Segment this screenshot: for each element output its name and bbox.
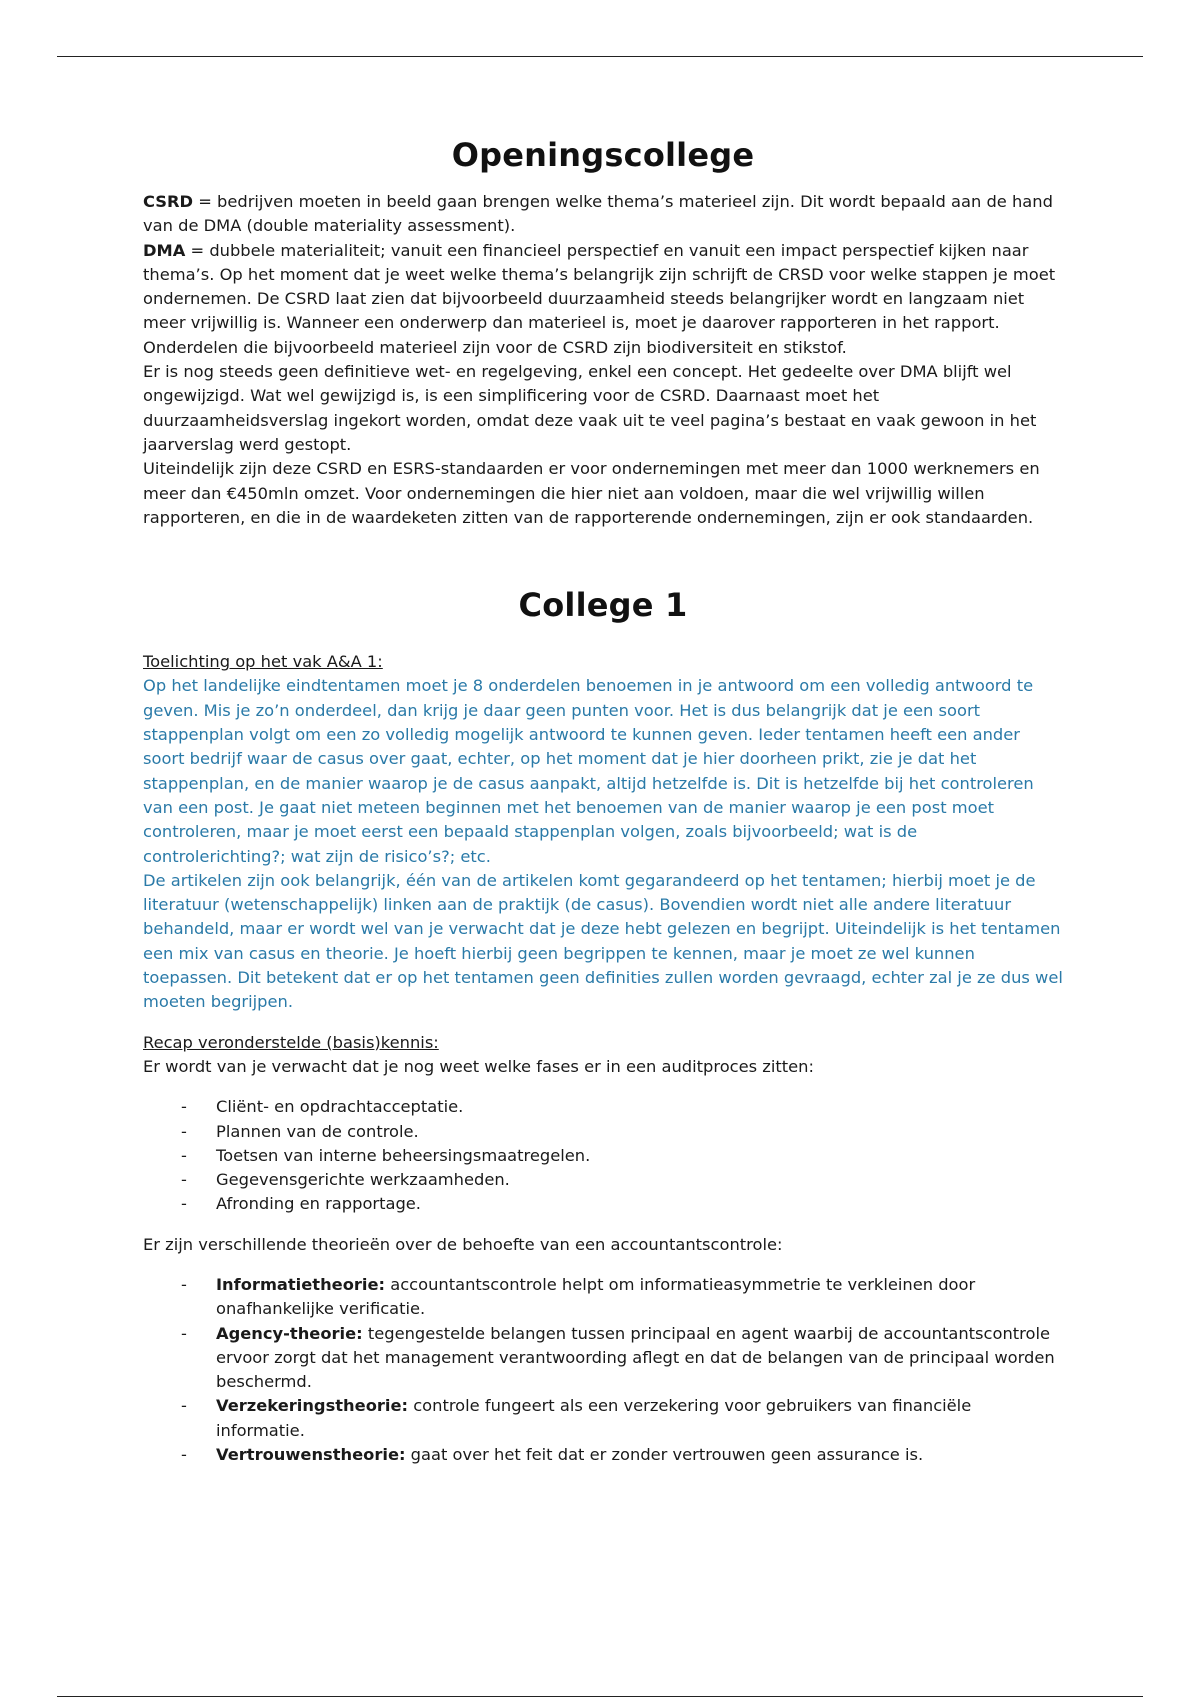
term-dma: DMA (143, 240, 186, 260)
csrd-definition: = bedrijven moeten in beeld gaan brengen welke thema’s materieel zijn. Dit wordt bepaald aan de hand van de DMA (double materiality assessment). (143, 192, 1053, 236)
paragraph-standaarden: Uiteindelijk zijn deze CSRD en ESRS-standaarden er voor ondernemingen met meer dan 1000 werknemers en meer dan €450mln omzet. Voor ondernemingen die hier niet aan voldoen, maar die wel vrijwillig willen rapporteren, en die in de waardeketen zitten van de rapporterende ondernemingen, zijn er ook standaarden. (143, 459, 1040, 527)
dash-marker: - (181, 1274, 187, 1294)
list-item: - Gegevensgerichte werkzaamheden. (143, 1168, 1063, 1192)
heading-college-1: College 1 (518, 586, 688, 625)
theory-term: Vertrouwenstheorie: (216, 1445, 406, 1465)
top-rule (57, 56, 1143, 57)
heading-openingscollege: Openingscollege (451, 136, 755, 174)
paragraph-dma (143, 239, 1063, 360)
dash-marker: - (181, 1323, 187, 1343)
dash-marker: - (181, 1097, 187, 1117)
subheading-toelichting: Toelichting op het vak A&A 1: (143, 652, 383, 672)
dash-marker: - (181, 1170, 187, 1190)
phases-list (143, 1095, 1063, 1216)
list-item: - Vertrouwenstheorie: gaat over het feit dat er zonder vertrouwen geen assurance is. (143, 1443, 1063, 1467)
bottom-rule (57, 1696, 1143, 1697)
dash-marker: - (181, 1396, 187, 1416)
list-item: - Cliënt- en opdrachtacceptatie. (143, 1095, 1063, 1119)
list-item: - Afronding en rapportage. (143, 1192, 1063, 1216)
subheading-recap: Recap veronderstelde (basis)kennis: (143, 1032, 439, 1052)
paragraph-csrd (143, 190, 1063, 239)
list-item: - Verzekeringstheorie: controle fungeert als een verzekering voor gebruikers van financiële informatie. (181, 1396, 972, 1440)
dash-marker: - (181, 1445, 187, 1465)
paragraph-theories-intro: Er zijn verschillende theorieën over de behoefte van een accountantscontrole: (143, 1234, 783, 1254)
dash-marker: - (181, 1194, 187, 1214)
list-item: - Agency-theorie: tegengestelde belangen tussen principaal en agent waarbij de accountantscontrole ervoor zorgt dat het management verantwoording aflegt en dat de belangen van de principaal worden beschermd. (181, 1323, 1055, 1392)
paragraph-recap-intro: Er wordt van je verwacht dat je nog weet welke fases er in een auditproces zitten: (143, 1056, 814, 1076)
paragraph-artikelen: De artikelen zijn ook belangrijk, één van de artikelen komt gegarandeerd op het tentamen; hierbij moet je de literatuur (wetenschappelijk) linken aan de praktijk (de casus). Bovendien wordt niet alle andere literatuur behandeld, maar er wordt wel van je verwacht dat je deze hebt gelezen en begrijpt. Uiteindelijk is het tentamen een mix van casus en theorie. Je hoeft hierbij geen begrippen te kennen, maar je moet ze wel kunnen toepassen. Dit betekent dat er op het tentamen geen definities zullen worden gevraagd, echter zal je ze dus wel moeten begrijpen. (143, 870, 1063, 1012)
paragraph-regelgeving: Er is nog steeds geen definitieve wet- en regelgeving, enkel een concept. Het gedeelte over DMA blijft wel ongewijzigd. Wat wel gewijzigd is, is een simplificering voor de CSRD. Daarnaast moet het duurzaamheidsverslag ingekort worden, omdat deze vaak uit te veel pagina’s bestaat en vaak gewoon in het jaarverslag werd gestopt. (143, 362, 1037, 454)
dash-marker: - (181, 1145, 187, 1165)
dma-definition: = dubbele materialiteit; vanuit een financieel perspectief en vanuit een impact perspectief kijken naar thema’s. Op het moment dat je weet welke thema’s belangrijk zijn schrijft de CRSD voor welke stappen je moet ondernemen. De CSRD laat zien dat bijvoorbeeld duurzaamheid steeds belangrijker wordt en langzaam niet meer vrijwillig is. Wanneer een onderwerp dan materieel is, moet je daarover rapporteren in het rapport. Onderdelen die bijvoorbeeld materieel zijn voor de CSRD zijn biodiversiteit en stikstof. (143, 240, 1056, 357)
theory-term: Informatietheorie: (216, 1274, 386, 1294)
list-item: - Plannen van de controle. (143, 1120, 1063, 1144)
term-csrd: CSRD (143, 192, 194, 211)
theories-list (143, 1273, 1063, 1467)
document-body (143, 136, 1063, 1483)
dash-marker: - (181, 1121, 187, 1141)
list-item: - Toetsen van interne beheersingsmaatregelen. (143, 1144, 1063, 1168)
paragraph-eindtentamen: Op het landelijke eindtentamen moet je 8 onderdelen benoemen in je antwoord om een volledig antwoord te geven. Mis je zo’n onderdeel, dan krijg je daar geen punten voor. Het is dus belangrijk dat je een soort stappenplan volgt om een zo volledig mogelijk antwoord te kunnen geven. Ieder tentamen heeft een ander soort bedrijf waar de casus over gaat, echter, op het moment dat je hier doorheen prikt, zie je dat het stappenplan, en de manier waarop je de casus aanpakt, altijd hetzelfde is. Dit is hetzelfde bij het controleren van een post. Je gaat niet meteen beginnen met het benoemen van de manier waarop je een post moet controleren, maar je moet eerst een bepaald stappenplan volgen, zoals bijvoorbeeld; wat is de controlerichting?; wat zijn de risico’s?; etc. (143, 676, 1034, 866)
list-item: - Informatietheorie: accountantscontrole helpt om informatieasymmetrie te verkleinen door onafhankelijke verificatie. (181, 1274, 976, 1319)
theory-term: Verzekeringstheorie: (216, 1396, 409, 1416)
theory-term: Agency-theorie: (216, 1323, 363, 1343)
